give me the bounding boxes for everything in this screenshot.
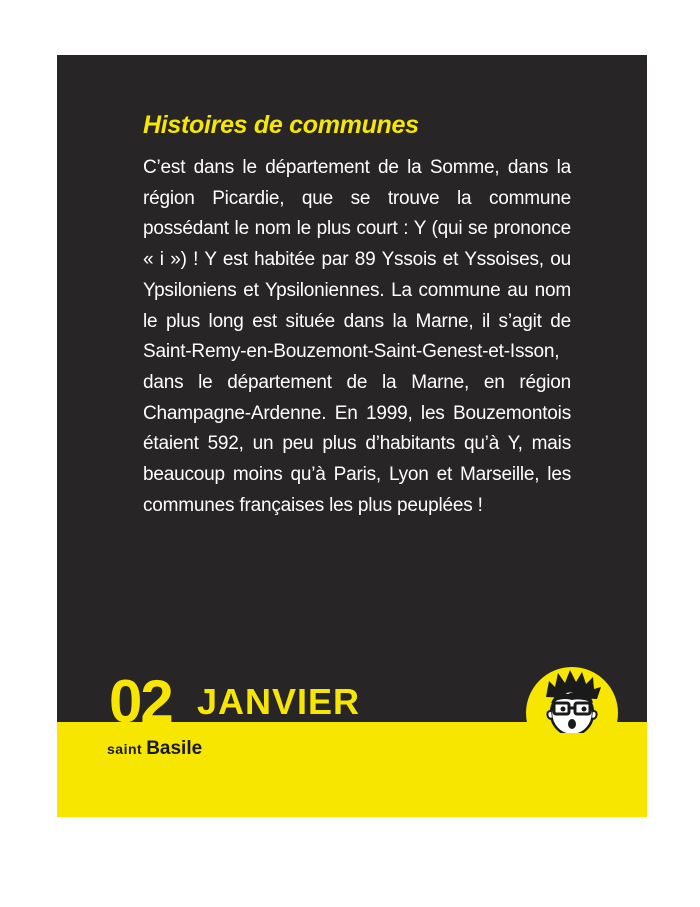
body-paragraph: C’est dans le département de la Somme, dans la région Picardie, que se trouve la commune possédant le nom le plus court : Y (qui se prononce « i ») ! Y est habitée par 89 Yssois et Yssoises, ou Ypsiloniens et Ypsiloniennes. La commune au nom le plus long est située dans la Marne, il s’agit de Saint-Remy-en-Bouzemont-Saint-Genest-et-Isson, dans le département de la Marne, en région Champagne-Ardenne. En 1999, les Bouzemontois étaient 592, un peu plus d’habitants qu’à Y, mais beaucoup moins qu’à Paris, Lyon et Marseille, les communes françaises les plus peuplées ! bbox=[143, 157, 571, 516]
saint-of-the-day bbox=[107, 738, 202, 760]
dummies-guy-icon bbox=[522, 663, 622, 733]
date-day: 02 bbox=[109, 668, 172, 735]
saint-name: Basile bbox=[146, 738, 203, 759]
date-month: JANVIER bbox=[197, 681, 361, 722]
section-title: Histoires de communes bbox=[143, 111, 419, 139]
saint-prefix: saint bbox=[107, 741, 143, 757]
calendar-page bbox=[57, 55, 647, 817]
